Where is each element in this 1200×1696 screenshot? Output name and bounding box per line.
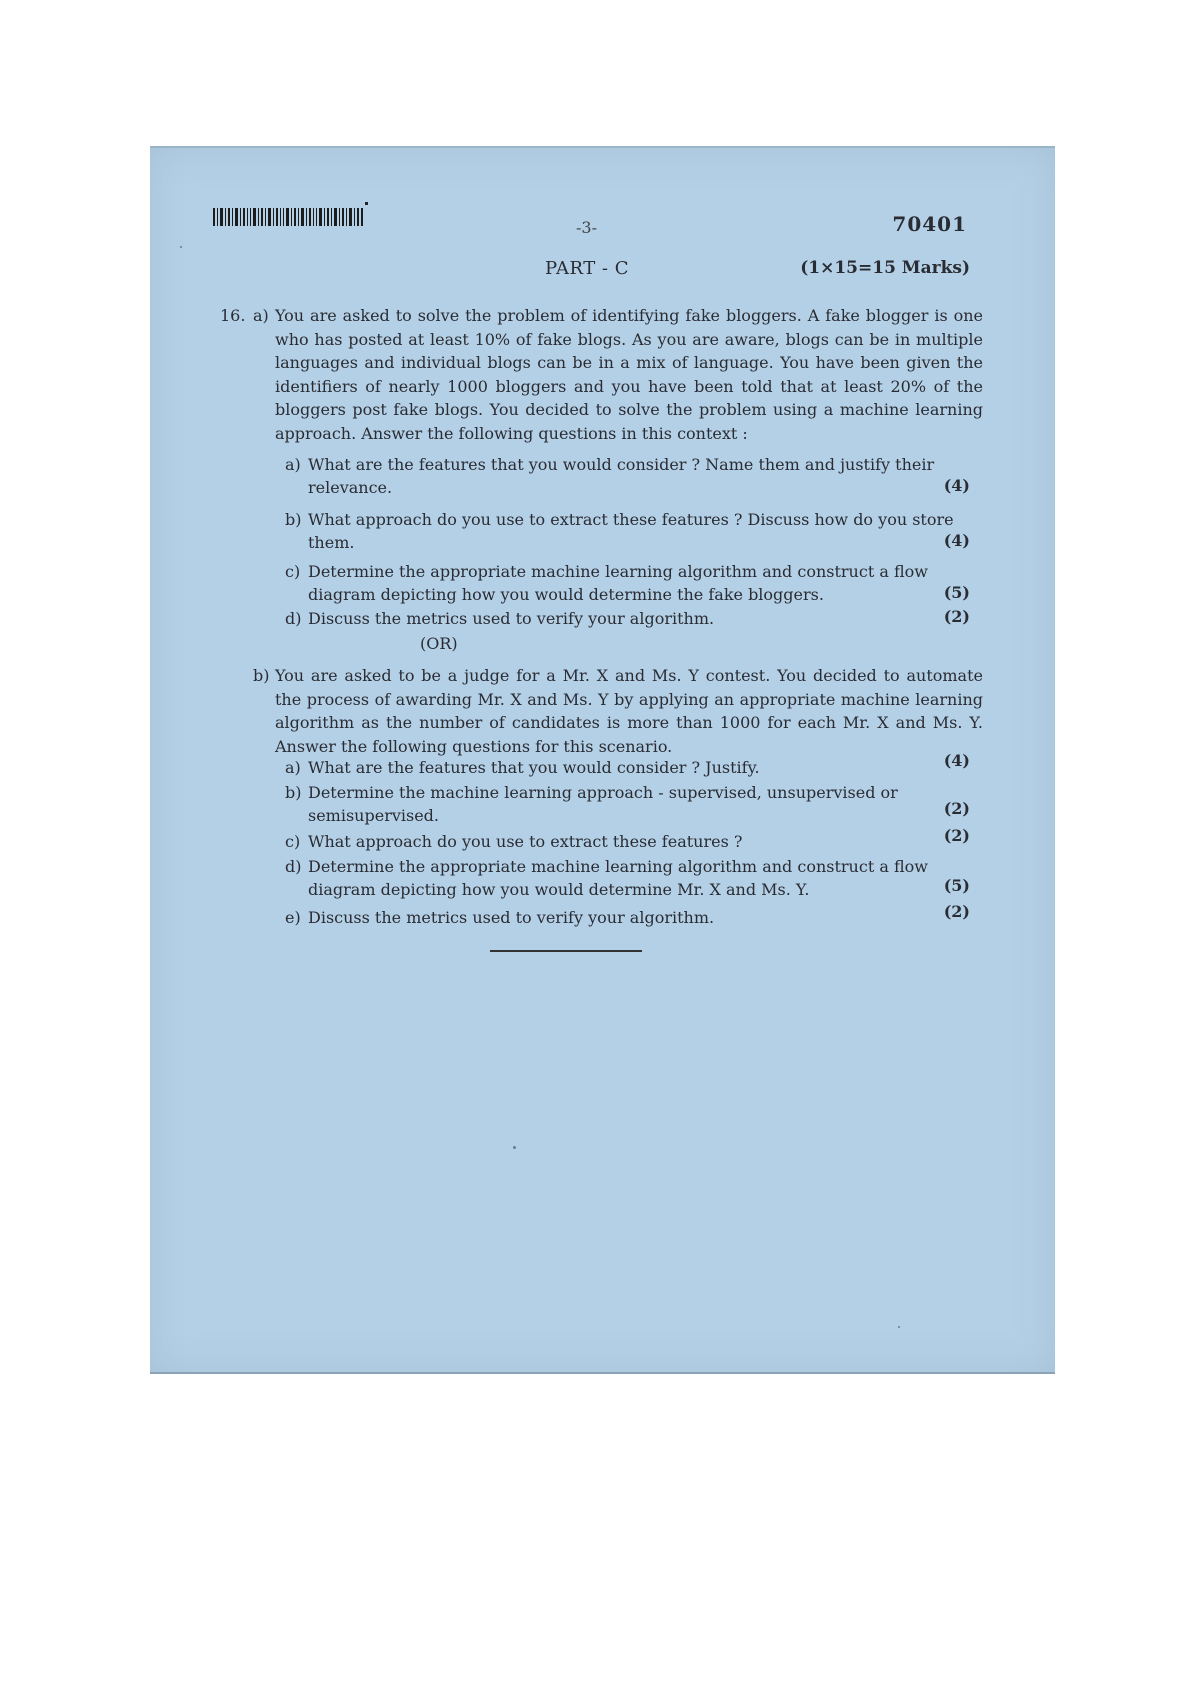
sub-label: b) xyxy=(285,783,302,802)
sub-label: c) xyxy=(285,832,301,851)
sub-marks: (5) xyxy=(943,876,970,895)
sub-marks: (4) xyxy=(943,476,970,495)
scan-speck xyxy=(180,246,182,248)
page-bottom-edge xyxy=(150,1372,1055,1374)
sub-text: Discuss the metrics used to verify your algorithm. xyxy=(308,908,715,927)
sub-text: Determine the appropriate machine learning algorithm and construct a flow diagram depicting how you would determine Mr. X and Ms. Y. xyxy=(308,857,928,899)
sub-marks: (4) xyxy=(943,751,970,770)
sub-label: b) xyxy=(285,510,302,529)
sub-marks: (2) xyxy=(943,826,970,845)
paper-code: 70401 xyxy=(892,212,967,236)
part-title: PART - C xyxy=(545,258,629,279)
scanned-exam-page xyxy=(150,146,1055,1374)
option-a-sub-b xyxy=(285,508,985,554)
option-a-label: a) xyxy=(253,306,269,325)
option-b-label: b) xyxy=(253,666,270,685)
page-top-edge xyxy=(150,146,1055,148)
sub-marks: (5) xyxy=(943,583,970,602)
sub-marks: (2) xyxy=(943,607,970,626)
sub-text: What approach do you use to extract these features ? xyxy=(308,832,743,851)
option-b-sub-c xyxy=(285,830,985,853)
question-number: 16. xyxy=(220,306,246,325)
option-a-sub-d xyxy=(285,607,985,630)
sub-text: What are the features that you would consider ? Justify. xyxy=(308,758,760,777)
end-of-paper-rule xyxy=(490,950,642,952)
option-b-sub-e xyxy=(285,906,985,929)
barcode-graphic xyxy=(213,208,363,226)
sub-label: d) xyxy=(285,609,302,628)
sub-label: e) xyxy=(285,908,301,927)
sub-marks: (4) xyxy=(943,531,970,550)
sub-text: Determine the machine learning approach - supervised, unsupervised or semisupervised. xyxy=(308,783,898,825)
sub-marks: (2) xyxy=(943,799,970,818)
option-b-sub-d xyxy=(285,855,985,901)
sub-label: d) xyxy=(285,857,302,876)
sub-label: a) xyxy=(285,758,301,777)
sub-label: c) xyxy=(285,562,301,581)
option-a-sub-a xyxy=(285,453,985,499)
sub-text: What are the features that you would consider ? Name them and justify their relevance. xyxy=(308,455,935,497)
marks-note: (1×15=15 Marks) xyxy=(800,258,970,278)
or-separator: (OR) xyxy=(420,634,458,653)
sub-marks: (2) xyxy=(943,902,970,921)
sub-label: a) xyxy=(285,455,301,474)
scan-speck xyxy=(513,1146,516,1149)
barcode-mark xyxy=(365,202,368,205)
option-b-sub-a xyxy=(285,756,985,779)
sub-text: What approach do you use to extract these features ? Discuss how do you store them. xyxy=(308,510,954,552)
option-b-sub-b xyxy=(285,781,985,827)
scan-speck xyxy=(898,1326,900,1328)
option-b-intro: You are asked to be a judge for a Mr. X and Ms. Y contest. You decided to automate the process of awarding Mr. X and Ms. Y by applying an appropriate machine learning algorithm as the number of candidates is more than 1000 for each Mr. X and Ms. Y. Answer the following questions for this scenario. xyxy=(275,666,983,756)
option-a-sub-c xyxy=(285,560,985,606)
sub-text: Determine the appropriate machine learning algorithm and construct a flow diagram depicting how you would determine the fake bloggers. xyxy=(308,562,928,604)
sub-text: Discuss the metrics used to verify your algorithm. xyxy=(308,609,715,628)
option-a-intro: You are asked to solve the problem of identifying fake bloggers. A fake blogger is one who has posted at least 10% of fake blogs. As you are aware, blogs can be in multiple languages and individual blogs can be in a mix of language. You have been given the identifiers of nearly 1000 bloggers and you have been told that at least 20% of the bloggers post fake blogs. You decided to solve the problem using a machine learning approach. Answer the following questions in this context : xyxy=(275,306,983,443)
page-number: -3- xyxy=(576,218,597,237)
